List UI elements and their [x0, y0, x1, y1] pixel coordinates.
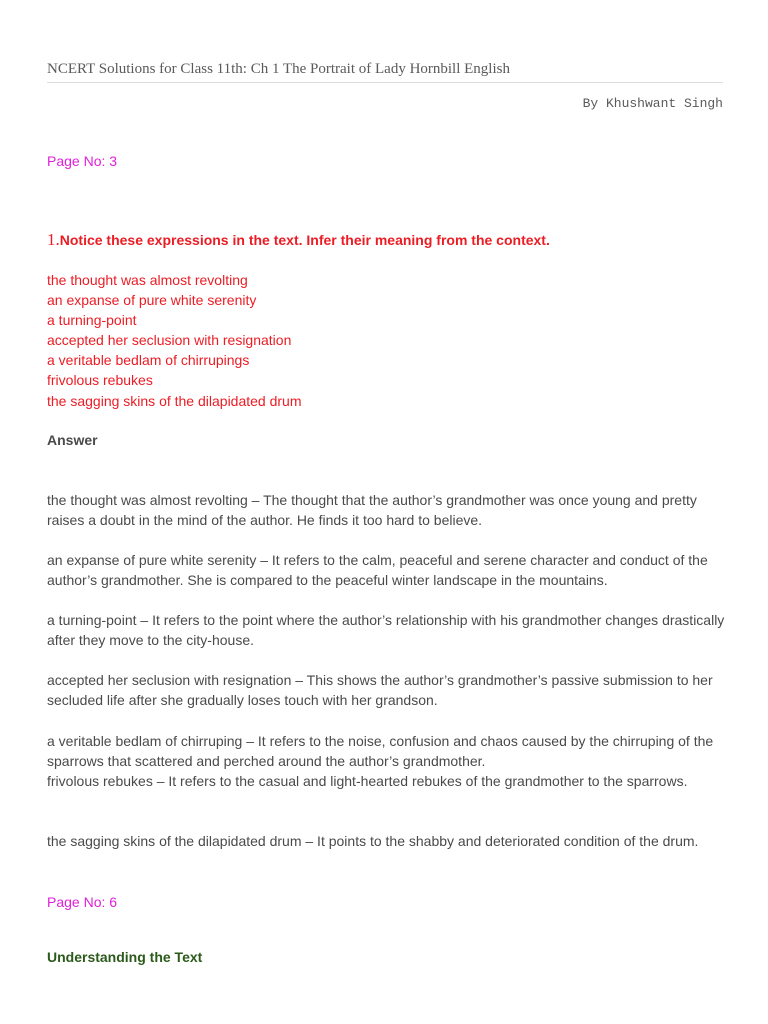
page-number-marker: Page No: 6	[47, 894, 118, 910]
author-byline: By Khushwant Singh	[582, 96, 723, 111]
answer-label: Answer	[47, 432, 98, 448]
expression-item: a veritable bedlam of chirrupings	[47, 352, 250, 369]
answer-paragraph: a turning-point – It refers to the point where the author’s relationship with his grandmother changes drastically after they move to the city-house.	[47, 612, 725, 648]
page-number-marker: Page No: 3	[47, 153, 118, 169]
answer-paragraph: a veritable bedlam of chirruping – It refers to the noise, confusion and chaos caused by the chirruping of the sparrows that scattered and perched around the author’s grandmother.	[47, 733, 714, 769]
answer-paragraph: an expanse of pure white serenity – It refers to the calm, peaceful and serene character and conduct of the author’s grandmother. She is compared to the peaceful winter landscape in the mountains.	[47, 552, 708, 588]
expression-item: the thought was almost revolting	[47, 272, 248, 288]
question-text: Notice these expressions in the text. Infer their meaning from the context.	[59, 232, 550, 248]
question-number: 1.	[47, 230, 60, 249]
question-heading	[47, 230, 550, 250]
section-heading: Understanding the Text	[47, 949, 203, 965]
answer-paragraph: the thought was almost revolting – The thought that the author’s grandmother was once young and pretty raises a doubt in the mind of the author. He finds it too hard to believe.	[47, 492, 697, 528]
expression-item: the sagging skins of the dilapidated drum	[47, 392, 302, 409]
answer-paragraph: accepted her seclusion with resignation – This shows the author’s grandmother’s passive submission to her secluded life after she gradually loses touch with her grandson.	[47, 672, 713, 708]
answer-paragraph: frivolous rebukes – It refers to the casual and light-hearted rebukes of the grandmother to the sparrows.	[47, 773, 688, 789]
expression-item: frivolous rebukes	[47, 372, 153, 389]
header-divider	[47, 82, 723, 83]
expression-item: a turning-point	[47, 312, 137, 329]
expression-item: an expanse of pure white serenity	[47, 292, 257, 309]
answer-paragraph: the sagging skins of the dilapidated drum – It points to the shabby and deteriorated condition of the drum.	[47, 833, 699, 849]
expression-item: accepted her seclusion with resignation	[47, 332, 292, 349]
document-title: NCERT Solutions for Class 11th: Ch 1 The Portrait of Lady Hornbill English	[47, 61, 510, 77]
expression-list	[47, 270, 302, 411]
